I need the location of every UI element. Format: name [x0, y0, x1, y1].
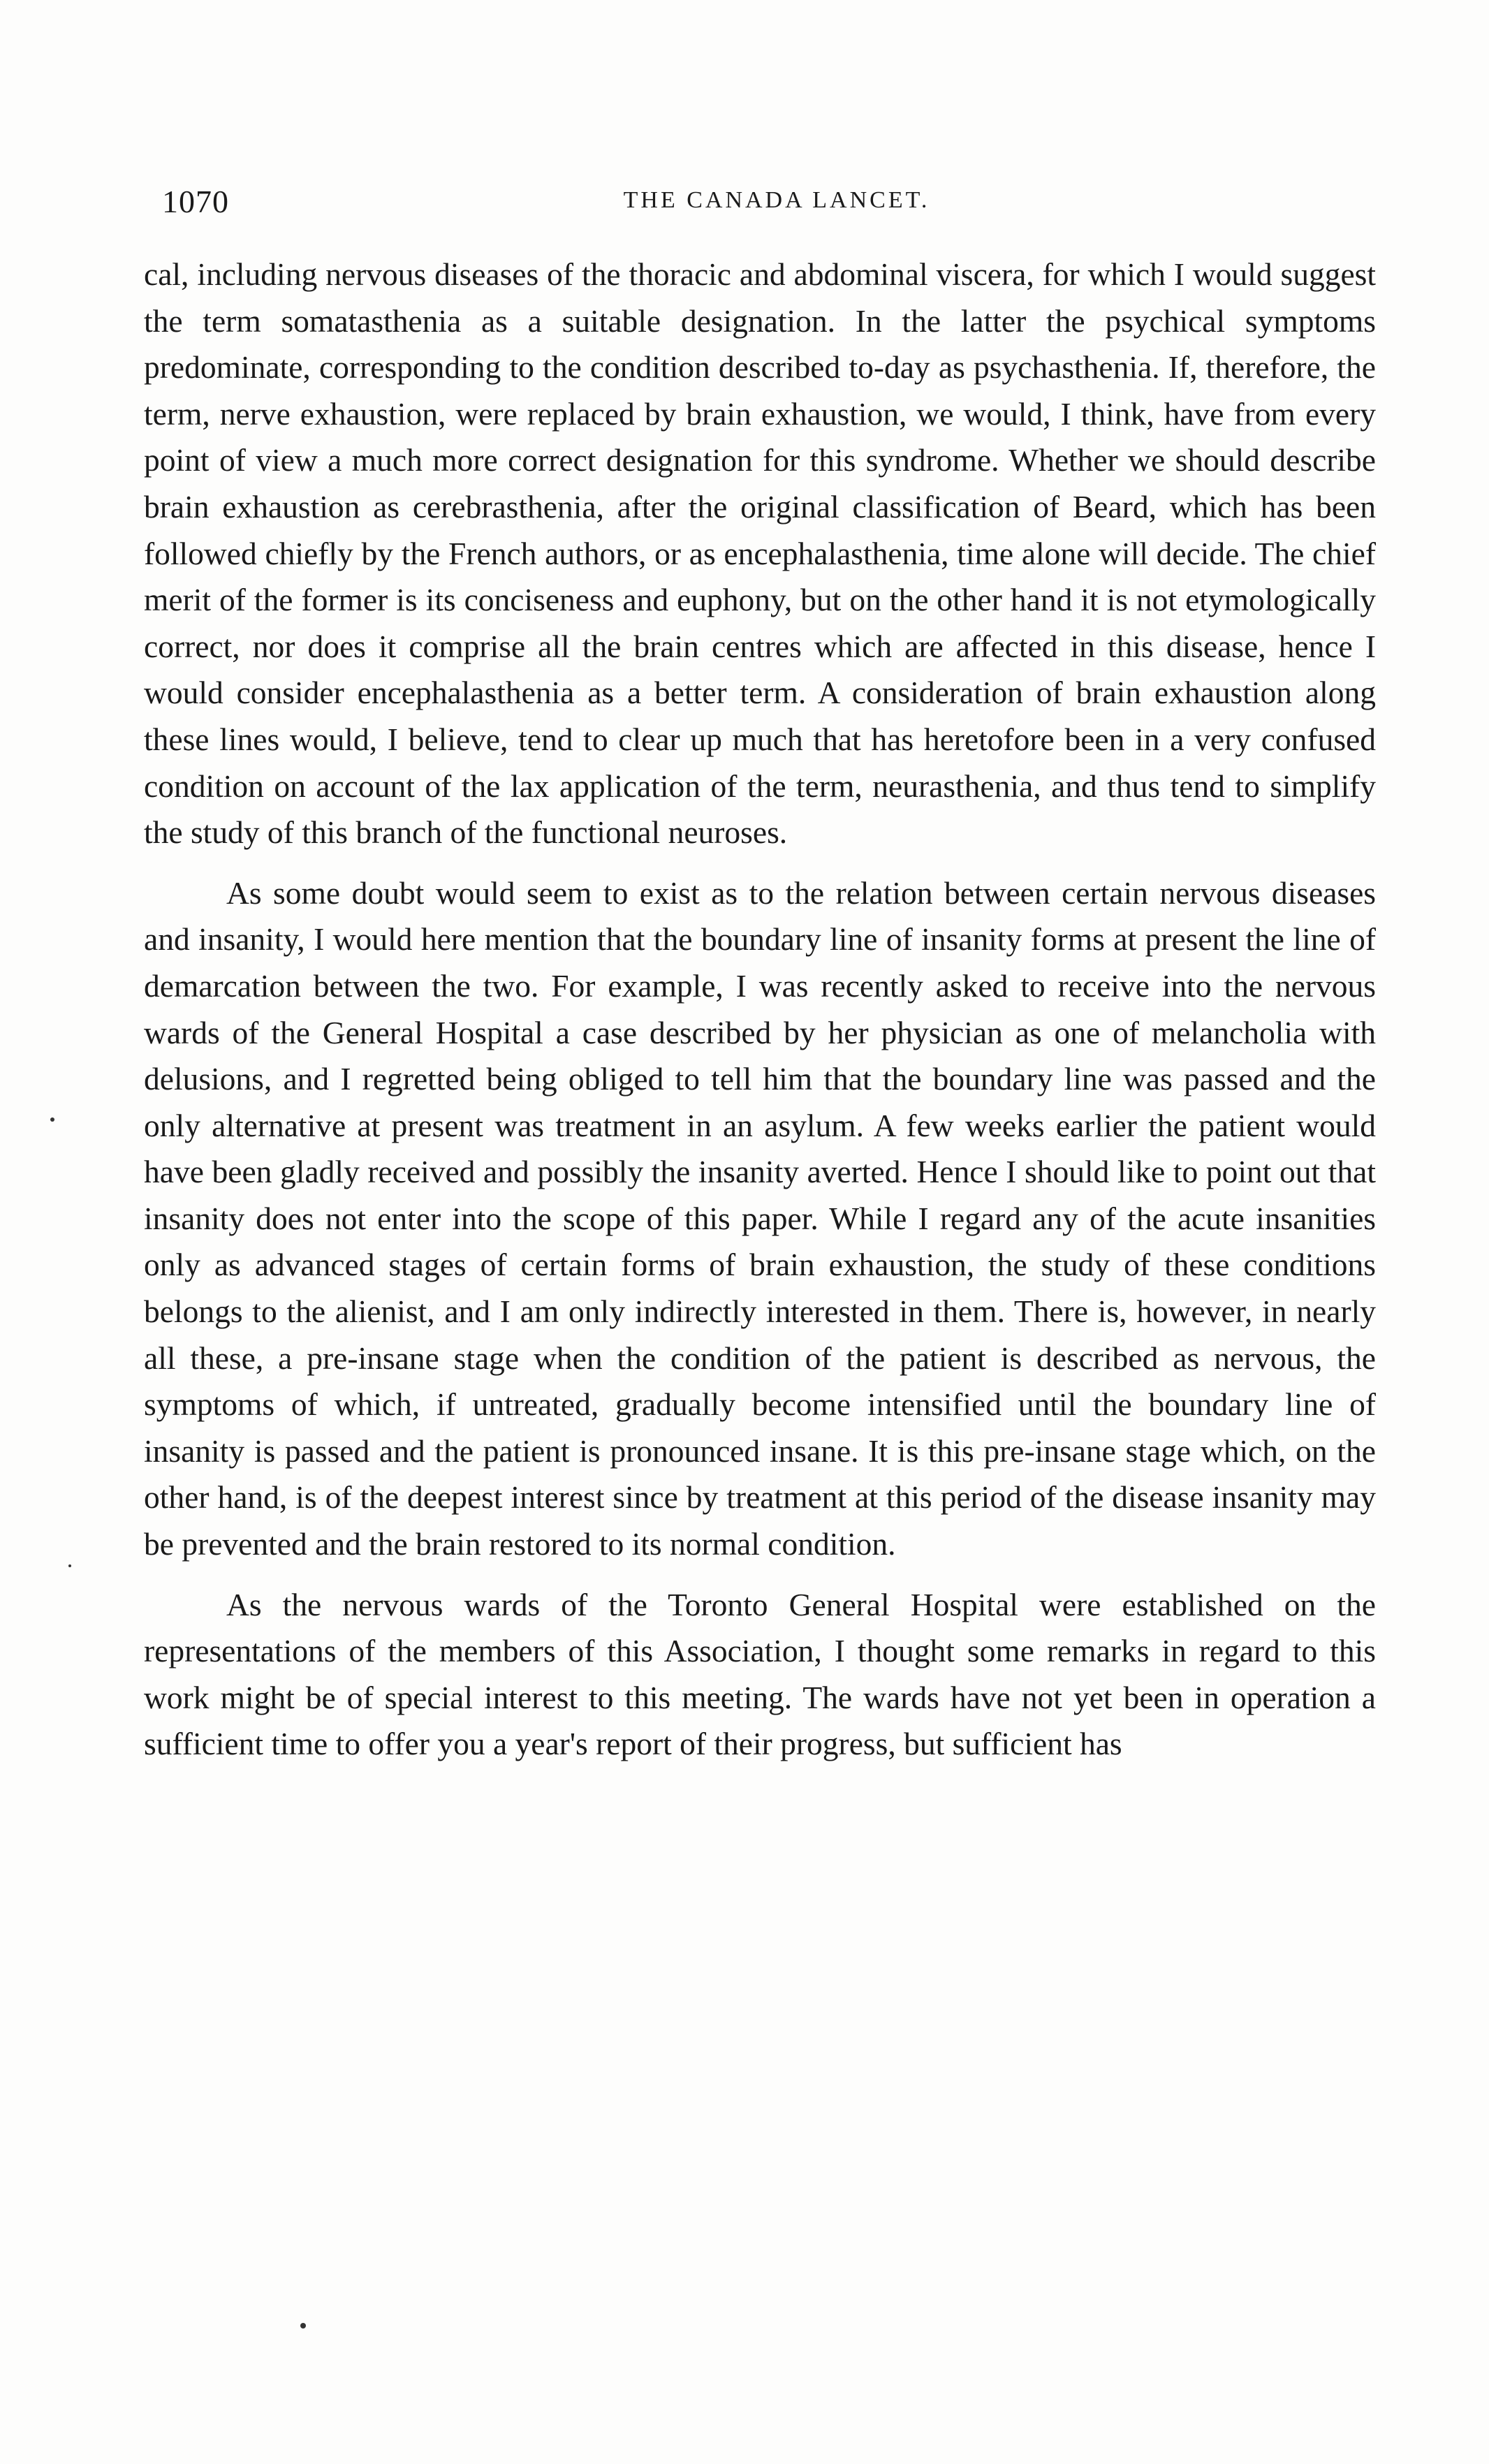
ink-speck — [300, 2323, 306, 2329]
journal-title: THE CANADA LANCET. — [623, 187, 930, 213]
running-head — [162, 183, 1391, 225]
paragraph-nervous-wards: As the nervous wards of the Toronto General Hospital were established on the representations of the members of this Association, I thought some remarks in regard to this work might be of special interest to this meeting. The wards have not yet been in operation a sufficient time to offer you a year's report of their progress, but sufficient has — [144, 1586, 1376, 1762]
margin-speck — [50, 1117, 54, 1122]
article-body — [144, 251, 1376, 1782]
margin-speck — [68, 1564, 71, 1567]
paragraph-continued: cal, including nervous diseases of the thoracic and abdominal viscera, for which I would suggest the term somatasthenia as a suitable designation. In the latter the psychical symptoms predominate, corresponding to the condition described to-day as psychasthenia. If, therefore, the term, nerve exhaustion, were replaced by brain exhaustion, we would, I think, have from every point of view a much more correct designation for this syndrome. Whether we should describe brain exhaustion as cerebrasthenia, after the original classification of Beard, which has been followed chiefly by the French authors, or as encephalasthenia, time alone will decide. The chief merit of the former is its conciseness and euphony, but on the other hand it is not etymologically correct, nor does it comprise all the brain centres which are affected in this disease, hence I would consider encephalasthenia as a better term. A consideration of brain exhaustion along these lines would, I believe, tend to clear up much that has heretofore been in a very confused condition on account of the lax application of the term, neurasthenia, and thus tend to simplify the study of this branch of the functional neuroses. — [144, 256, 1376, 851]
page-number: 1070 — [162, 184, 229, 219]
paragraph-insanity-boundary: As some doubt would seem to exist as to the relation between certain nervous diseases and insanity, I would here mention that the boundary line of insanity forms at present the line of demarcation between the two. For example, I was recently asked to receive into the nervous wards of the General Hospital a case described by her physician as one of melancholia with delusions, and I regretted being obliged to tell him that the boundary line was passed and the only alternative at present was treatment in an asylum. A few weeks earlier the patient would have been gladly received and possibly the insanity averted. Hence I should like to point out that insanity does not enter into the scope of this paper. While I regard any of the acute insanities only as advanced stages of certain forms of brain exhaustion, the study of these conditions belongs to the alienist, and I am only indirectly interested in them. There is, however, in nearly all these, a pre-insane stage when the condition of the patient is described as nervous, the symptoms of which, if untreated, gradually become intensified until the boundary line of insanity is passed and the patient is pronounced insane. It is this pre-insane stage which, on the other hand, is of the deepest interest since by treatment at this period of the disease insanity may be prevented and the brain restored to its normal condition. — [144, 874, 1376, 1562]
